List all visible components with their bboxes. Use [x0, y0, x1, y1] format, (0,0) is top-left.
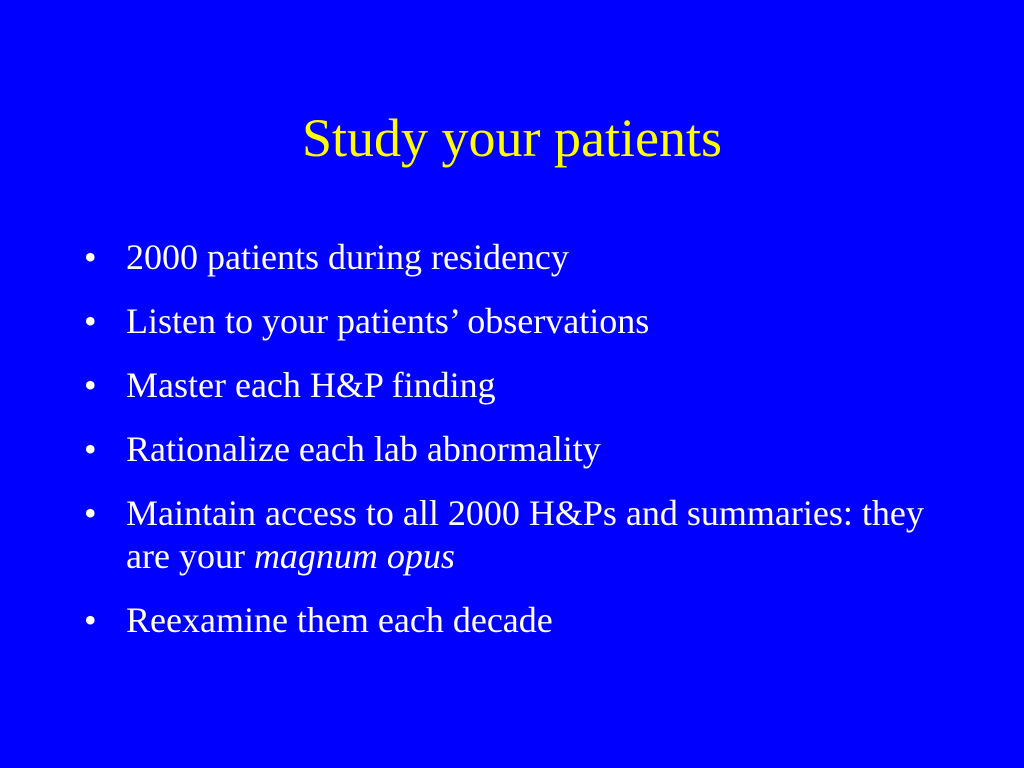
- bullet-text: Master each H&P finding: [126, 365, 496, 405]
- bullet-text: Rationalize each lab abnormality: [126, 429, 601, 469]
- list-item: [84, 599, 944, 642]
- bullet-icon: •: [84, 600, 97, 640]
- bullet-text: Listen to your patients’ observations: [126, 301, 650, 341]
- bullet-icon: •: [84, 493, 97, 533]
- bullet-icon: •: [84, 365, 97, 405]
- bullet-text: Maintain access to all 2000 H&Ps and summaries: they are your: [126, 493, 924, 576]
- list-item: [84, 428, 944, 471]
- bullet-text: Reexamine them each decade: [126, 600, 553, 640]
- bullet-emphasis: magnum opus: [253, 536, 455, 576]
- bullet-list: [84, 236, 944, 663]
- bullet-icon: •: [84, 429, 97, 469]
- bullet-icon: •: [84, 301, 97, 341]
- list-item: [84, 236, 944, 279]
- list-item: [84, 492, 944, 578]
- slide-title: Study your patients: [302, 108, 722, 168]
- bullet-icon: •: [84, 237, 97, 277]
- list-item: [84, 364, 944, 407]
- bullet-text: 2000 patients during residency: [126, 237, 569, 277]
- list-item: [84, 300, 944, 343]
